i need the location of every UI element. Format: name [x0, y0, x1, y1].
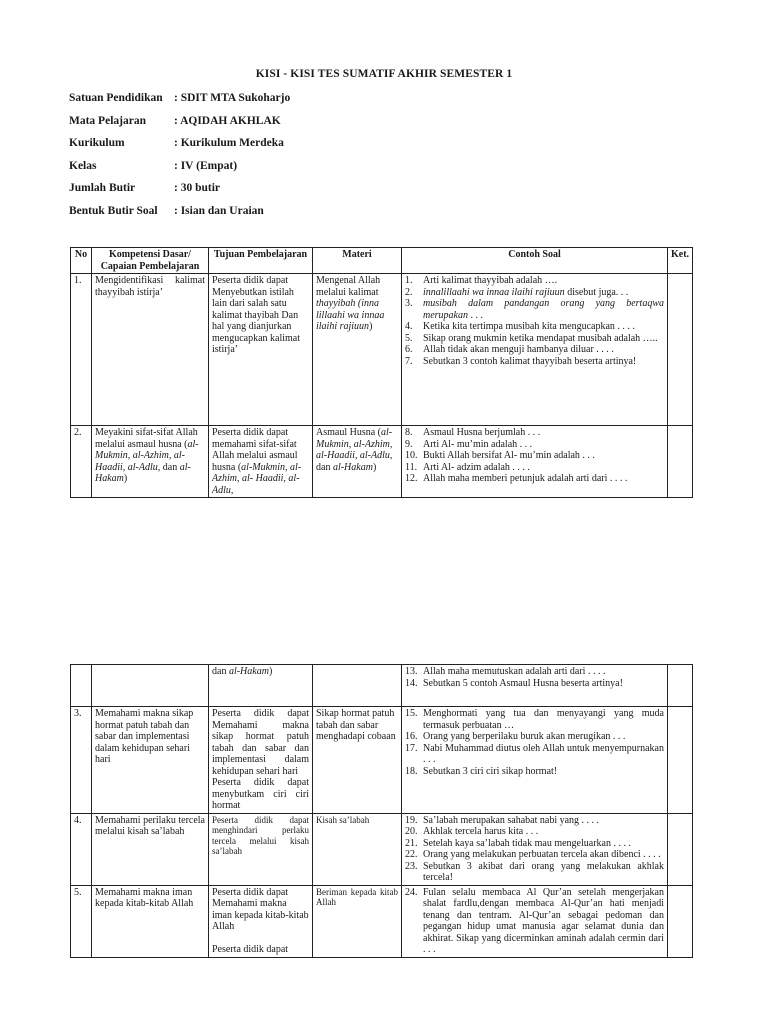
row-number: 5. [71, 885, 92, 957]
materi-italic: al-Mukmin, al-Azhim, al-Haadii, al-Adlu [316, 427, 393, 461]
tujuan-cell [209, 707, 313, 814]
question-number: 2. [405, 286, 413, 298]
question-list [405, 887, 664, 956]
question-number: 4. [405, 321, 413, 332]
question-item [405, 321, 664, 333]
question-text: Sebutkan 5 contoh Asmaul Husna beserta artinya! [423, 677, 623, 689]
question-number: 9. [405, 438, 413, 450]
meta-row-mapel [69, 115, 290, 138]
question-text: Asmaul Husna berjumlah . . . [423, 427, 541, 438]
question-number: 20. [405, 826, 418, 837]
kompetensi-cell: Mengidentifikasi kalimat thayyibah istirja’ [92, 274, 209, 426]
table-row [71, 707, 693, 814]
kompetensi-cell: Memahami makna iman kepada kitab-kitab Allah [92, 885, 209, 957]
meta-label: Jumlah Butir [69, 182, 136, 194]
question-item [405, 766, 664, 778]
question-text: Menghormati yang tua dan menyayangi yang muda termasuk perbuatan … [423, 708, 664, 731]
question-number: 1. [405, 275, 413, 286]
kisi-table-page2 [70, 664, 693, 958]
question-item [405, 887, 664, 956]
tujuan-cell [209, 885, 313, 957]
row-number: 4. [71, 813, 92, 885]
meta-row-kelas [69, 160, 290, 183]
table-row [71, 665, 693, 707]
question-text: Arti Al- mu’min adalah . . . [423, 438, 533, 450]
question-number: 6. [405, 344, 413, 355]
materi-text: ) [372, 461, 377, 473]
question-italic: innalillaahi wa innaa ilaihi rajiuun [423, 286, 565, 298]
question-item [405, 287, 664, 299]
meta-label: Kurikulum [69, 137, 125, 149]
question-number: 17. [405, 742, 418, 754]
question-number: 16. [405, 731, 418, 742]
tujuan-text: Peserta didik dapat Memahami makna iman kepada kitab-kitab Allah [212, 886, 309, 932]
tujuan-text: dan [212, 666, 229, 677]
tujuan-text: Peserta didik dapat memahami sifat-sifat Allah melalui asmaul husna ( [212, 427, 298, 473]
meta-label: Bentuk Butir Soal [69, 204, 158, 217]
row-number: 2. [71, 426, 92, 498]
table-row [71, 813, 693, 885]
tujuan-cell [209, 665, 313, 707]
table-row [71, 274, 693, 426]
question-number: 7. [405, 355, 413, 367]
kompetensi-text: ) [123, 473, 128, 484]
question-number: 18. [405, 765, 418, 777]
question-list [405, 666, 664, 689]
kompetensi-italic: al-Mukmin, al-Azhim, al- Haadii, al-Adlu [95, 438, 199, 473]
question-number: 23. [405, 860, 418, 872]
meta-row-satuan [69, 92, 290, 115]
question-text: Sa’labah merupakan sahabat nabi yang . . . . [423, 814, 600, 826]
tujuan-cell [209, 426, 313, 498]
header-kompetensi: Kompetensi Dasar/ Capaian Pembelajaran [92, 248, 209, 274]
tujuan-text: ) [268, 666, 273, 677]
tujuan-text: Peserta didik dapat Memahami makna sikap hormat patuh tabah dan sabar dan implementasi dalam kehidupan sehari hari [212, 708, 309, 777]
contoh-soal-cell [402, 885, 668, 957]
question-text: Fulan selalu membaca Al Qur’an setelah mengerjakan shalat fardlu,dengan membaca Al-Qur’an hati menjadi tenang dan tentram. Al-Qur’an sebagai pedoman dan pegangan hidup umat manusia agar selamat dunia dan akhirat. Sikap yang dicerminkan aminah adalah cermin dari . . . [423, 886, 664, 955]
meta-row-jumlah [69, 182, 290, 205]
contoh-soal-cell [402, 665, 668, 707]
meta-row-kurikulum [69, 137, 290, 160]
question-number: 14. [405, 677, 418, 689]
question-text: Orang yang melakukan perbuatan tercela akan dibenci . . . . [423, 849, 661, 860]
question-text: Ketika kita tertimpa musibah kita mengucapkan . . . . [423, 321, 635, 332]
question-text: Akhlak tercela harus kita . . . [423, 826, 539, 837]
question-item [405, 678, 664, 690]
meta-value: : Isian dan Uraian [174, 204, 264, 217]
question-text-part: . . . [468, 309, 483, 321]
question-text: Sebutkan 3 ciri ciri sikap hormat! [423, 765, 558, 777]
meta-label: Mata Pelajaran [69, 114, 146, 127]
question-item [405, 298, 664, 321]
question-text: Orang yang berperilaku buruk akan merugikan . . . [423, 731, 626, 742]
question-item [405, 473, 664, 485]
question-item [405, 743, 664, 766]
question-list [405, 275, 664, 367]
contoh-soal-cell [402, 426, 668, 498]
question-number: 3. [405, 298, 413, 309]
materi-italic: al-Hakam [332, 461, 373, 473]
question-text: Setelah kaya sa’labah tidak mau mengeluarkan . . . . [423, 837, 631, 849]
question-text: Allah maha memutuskan adalah arti dari . . . . [423, 666, 606, 677]
materi-cell: Sikap hormat patuh tabah dan sabar menghadapi cobaan [313, 707, 402, 814]
tujuan-text: Peserta didik dapat menybutkam ciri ciri hormat [212, 777, 309, 811]
question-list [405, 815, 664, 884]
question-number: 12. [405, 473, 418, 484]
kompetensi-cell: Memahami makna sikap hormat patuh tabah dan sabar dan implementasi dalam kehidupan sehari hari [92, 707, 209, 814]
tujuan-cell: Peserta didik dapat menghindari perlaku tercela melalui kisah sa’labah [209, 813, 313, 885]
materi-italic: thayyibah (inna lillaahi wa innaa ilaihi rajiuun [316, 298, 385, 332]
kompetensi-text: Meyakini sifat-sifat Allah melalui asmaul husna ( [95, 427, 198, 450]
question-text: Sikap orang mukmin ketika mendapat musibah adalah ….. [423, 332, 658, 344]
meta-value: : SDIT MTA Sukoharjo [174, 92, 291, 104]
meta-value: : Kurikulum Merdeka [174, 137, 284, 149]
meta-row-bentuk [69, 205, 290, 228]
ket-cell [668, 707, 693, 814]
tujuan-text: Peserta didik dapat [212, 943, 289, 955]
table-row [71, 885, 693, 957]
tujuan-italic: al-Hakam [228, 666, 269, 677]
question-item [405, 275, 664, 287]
question-item [405, 356, 664, 368]
contoh-soal-cell [402, 813, 668, 885]
question-number: 21. [405, 837, 418, 849]
materi-text: , dan [316, 450, 393, 473]
question-number: 8. [405, 427, 413, 438]
document-meta [69, 92, 290, 227]
question-item [405, 731, 664, 743]
question-number: 24. [405, 886, 418, 898]
materi-cell [313, 426, 402, 498]
contoh-soal-cell [402, 274, 668, 426]
materi-cell: Beriman kepada kitab Allah [313, 885, 402, 957]
table-row [71, 426, 693, 498]
question-item [405, 861, 664, 884]
question-text: Arti kalimat thayyibah adalah …. [423, 275, 558, 286]
meta-label: Satuan Pendidikan [69, 92, 163, 104]
ket-cell [668, 813, 693, 885]
document-title: KISI - KISI TES SUMATIF AKHIR SEMESTER 1 [255, 68, 513, 80]
header-materi: Materi [313, 248, 402, 274]
materi-text: ) [369, 321, 373, 332]
materi-cell: Kisah sa’labah [313, 813, 402, 885]
question-text: Sebutkan 3 contoh kalimat thayyibah beserta artinya! [423, 355, 637, 367]
header-contoh-soal: Contoh Soal [402, 248, 668, 274]
materi-cell [313, 274, 402, 426]
ket-cell [668, 274, 693, 426]
question-item [405, 344, 664, 356]
header-no: No [71, 248, 92, 274]
ket-cell [668, 885, 693, 957]
question-text: Sebutkan 3 akibat dari orang yang melakukan akhlak tercela! [423, 860, 664, 883]
meta-value: : 30 butir [174, 182, 220, 194]
question-list [405, 708, 664, 777]
meta-value: : IV (Empat) [174, 159, 238, 172]
table-header-row [71, 248, 693, 274]
question-number: 10. [405, 450, 418, 461]
question-item [405, 708, 664, 731]
kisi-table-page1 [70, 247, 693, 498]
header-ket: Ket. [668, 248, 693, 274]
question-text: Arti Al- adzim adalah . . . . [423, 461, 530, 473]
question-item [405, 838, 664, 850]
meta-label: Kelas [69, 159, 97, 172]
materi-text: Mengenal Allah melalui kalimat [316, 275, 381, 298]
kompetensi-cell: Memahami perilaku tercela melalui kisah sa’labah [92, 813, 209, 885]
meta-value: : AQIDAH AKHLAK [174, 114, 281, 127]
question-number: 22. [405, 849, 418, 860]
question-item [405, 427, 664, 439]
question-item [405, 439, 664, 451]
question-item [405, 450, 664, 462]
row-number: 3. [71, 707, 92, 814]
question-item [405, 666, 664, 678]
question-number: 15. [405, 708, 418, 719]
kompetensi-text: , dan [157, 461, 180, 473]
ket-cell [668, 665, 693, 707]
tujuan-cell: Peserta didik dapat Menyebutkan istilah lain dari salah satu kalimat thayibah Dan hal yang dianjurkan mengucapkan kalimat istirja’ [209, 274, 313, 426]
question-text: Bukti Allah bersifat Al- mu’min adalah . . . [423, 450, 595, 461]
question-number: 19. [405, 814, 418, 826]
header-tujuan: Tujuan Pembelajaran [209, 248, 313, 274]
materi-cell [313, 665, 402, 707]
question-item [405, 815, 664, 827]
question-text [423, 287, 664, 299]
question-item [405, 826, 664, 838]
question-text: Allah maha memberi petunjuk adalah arti dari . . . . [423, 473, 628, 484]
tujuan-italic: al-Mukmin, al-Azhim, al- Haadii, al-Adlu, [212, 461, 302, 496]
question-item [405, 849, 664, 861]
question-number: 11. [405, 461, 418, 473]
question-number: 5. [405, 332, 413, 344]
question-number: 13. [405, 666, 418, 677]
ket-cell [668, 426, 693, 498]
kompetensi-cell [92, 426, 209, 498]
kompetensi-italic: al-Hakam [95, 461, 191, 484]
question-item [405, 333, 664, 345]
question-italic: musibah dalam pandangan orang yang bertaqwa merupakan [423, 298, 664, 321]
question-list [405, 427, 664, 485]
question-item [405, 462, 664, 474]
materi-text: Asmaul Husna ( [316, 427, 381, 438]
contoh-soal-cell [402, 707, 668, 814]
row-number [71, 665, 92, 707]
question-text [423, 298, 664, 321]
question-text: Allah tidak akan menguji hambanya diluar . . . . [423, 344, 614, 355]
question-text: Nabi Muhammad diutus oleh Allah untuk menyempurnakan . . . [423, 742, 664, 765]
question-text-part: disebut juga. . . [564, 286, 629, 298]
kompetensi-cell [92, 665, 209, 707]
row-number: 1. [71, 274, 92, 426]
